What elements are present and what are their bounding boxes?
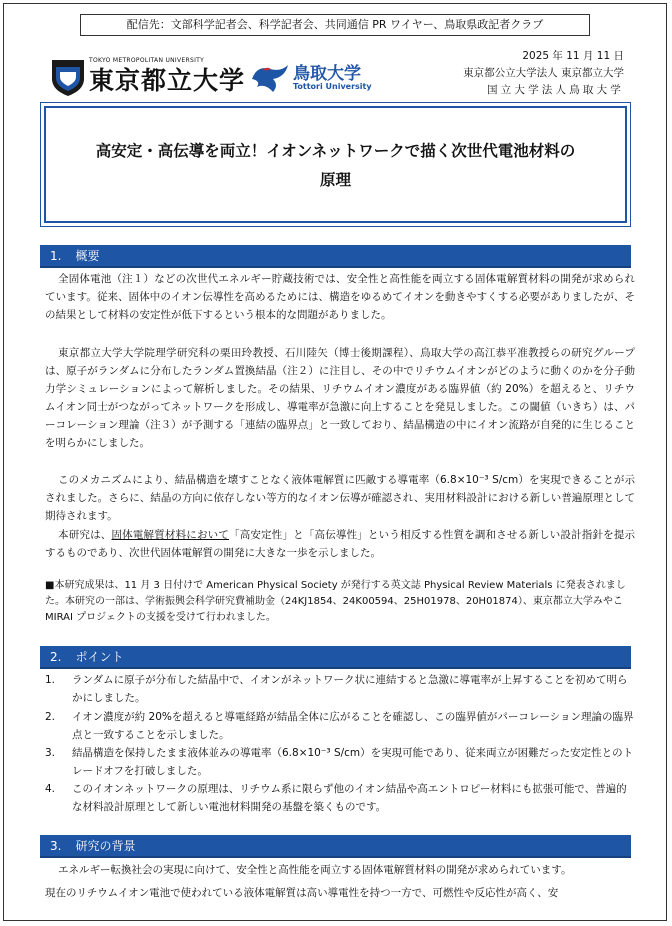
tmu-logo	[49, 53, 246, 99]
point-number: 3.	[45, 747, 56, 759]
distribution-text: 配信先：文部科学記者会、科学記者会、共同通信 PR ワイヤー、鳥取県政記者クラブ	[126, 18, 544, 31]
header-meta	[463, 48, 624, 99]
section-label: 研究の背景	[75, 839, 136, 853]
p4-lead: 本研究は、	[58, 529, 112, 541]
point-number: 1.	[45, 674, 56, 686]
background-paragraph-2: 現在のリチウムイオン電池で使われている液体電解質は高い導電性を持つ一方で、可燃性や反応性が高く、安	[45, 887, 559, 899]
title-box	[40, 102, 631, 227]
overview-paragraph-2: 東京都立大学大学院理学研究科の栗田玲教授、石川陸矢（博士後期課程）、鳥取大学の高江恭平准教授らの研究グループは、原子がランダムに分布したランダム置換結晶（注２）に注目し、その中でリチウムイオンがどのように動くのかを分子動力学シミュレーションによって解析しました。その結果、リチウムイオン濃度がある臨界値（約 20%）を超えると、リチウムイオン同士がつながってネットワークを形成し、導電率が急激に向上することを発見しました。この閾値（いきち）は、パーコレーション理論（注３）が予測する「連結の臨界点」と一致しており、結晶構造の中にイオン流路が自発的に生じることを明らかにしました。	[45, 347, 635, 449]
section-header-background	[40, 835, 631, 858]
org-tmu: 東京都公立大学法人 東京都立大学	[463, 67, 624, 79]
point-number: 2.	[45, 711, 56, 723]
point-text: ランダムに原子が分布した結晶中で、イオンがネットワーク状に連結すると急激に導電率が上昇することを初めて明らかにしました。	[72, 674, 628, 704]
overview-paragraph-1: 全固体電池（注１）などの次世代エネルギー貯蔵技術では、安全性と高性能を両立する固体電解質材料の開発が求められています。従来、固体中のイオン伝導性を高めるためには、構造をゆるめてイオンを動きやすくする必要がありましたが、その結果として材料の安定性が低下するという根本的な問題がありました。	[45, 273, 635, 321]
section-label: 概要	[75, 249, 100, 263]
tmu-shield-icon	[51, 57, 85, 97]
section-number: 2.	[50, 650, 62, 664]
section-header-overview	[40, 245, 631, 268]
overview-paragraph-3: このメカニズムにより、結晶構造を壊すことなく液体電解質に匹敵する導電率（6.8×10⁻³ S/cm）を実現できることが示されました。さらに、結晶の方向に依存しない等方的なイオン伝導が確認され、実用材料設計における新しい普遍原理として期待されます。	[45, 474, 635, 522]
overview-paragraph-4	[45, 526, 635, 562]
org-tottori: 国立大学法人鳥取大学	[487, 84, 624, 96]
background-paragraph-1: エネルギー転換社会の実現に向けて、安全性と高性能を両立する固体電解質材料の開発が求められています。	[58, 864, 572, 876]
tottori-logo	[249, 57, 372, 99]
point-text: 結晶構造を保持したまま液体並みの導電率（6.8×10⁻³ S/cm）を実現可能であり、従来両立が困難だった安定性とのトレードオフを打破しました。	[72, 747, 634, 777]
section-label: ポイント	[75, 650, 124, 664]
publication-note: ■本研究成果は、11 月 3 日付けで American Physical Society が発行する英文誌 Physical Review Materials に発表されました。本研究の一部は、学術振興会科学研究費補助金（24KJ1854、24K00594、25H01978、20H01874）、東京都立大学みやこ MIRAI プロジェクトの支援を受けて行われました。	[45, 580, 626, 623]
p4-rest: 「高安定性」と「高伝導性」という相反する性質を調和させる新しい設計指針を提示するものであり、次世代固体電解質の開発に大きな一歩を示しました。	[45, 529, 636, 559]
section-number: 3.	[50, 839, 62, 853]
p4-underlined: 固体電解質材料において	[111, 529, 230, 541]
tmu-logo-en: TOKYO METROPOLITAN UNIVERSITY	[89, 57, 205, 64]
title-line-2: 原理	[319, 171, 351, 189]
point-text: イオン濃度が約 20%を超えると導電経路が結晶全体に広がることを確認し、この臨界値がパーコレーション理論の臨界点と一致することを示しました。	[72, 711, 634, 741]
tmu-logo-jp: 東京都立大学	[89, 66, 246, 95]
tottori-logo-en: Tottori University	[293, 82, 372, 91]
point-number: 4.	[45, 783, 56, 795]
distribution-box	[80, 14, 590, 36]
page-title	[41, 137, 630, 195]
release-date: 2025 年 11 月 11 日	[522, 50, 624, 62]
tottori-bird-icon	[249, 61, 291, 95]
title-line-1: 高安定・高伝導を両立！イオンネットワークで描く次世代電池材料の	[95, 142, 576, 160]
section-header-points	[40, 646, 631, 669]
section-number: 1.	[50, 249, 62, 263]
tottori-logo-jp: 鳥取大学	[293, 64, 361, 84]
point-text: このイオンネットワークの原理は、リチウム系に限らず他のイオン結晶や高エントロピー材料にも拡張可能で、普遍的な材料設計原理として新しい電池材料開発の基盤を築くものです。	[72, 783, 627, 813]
